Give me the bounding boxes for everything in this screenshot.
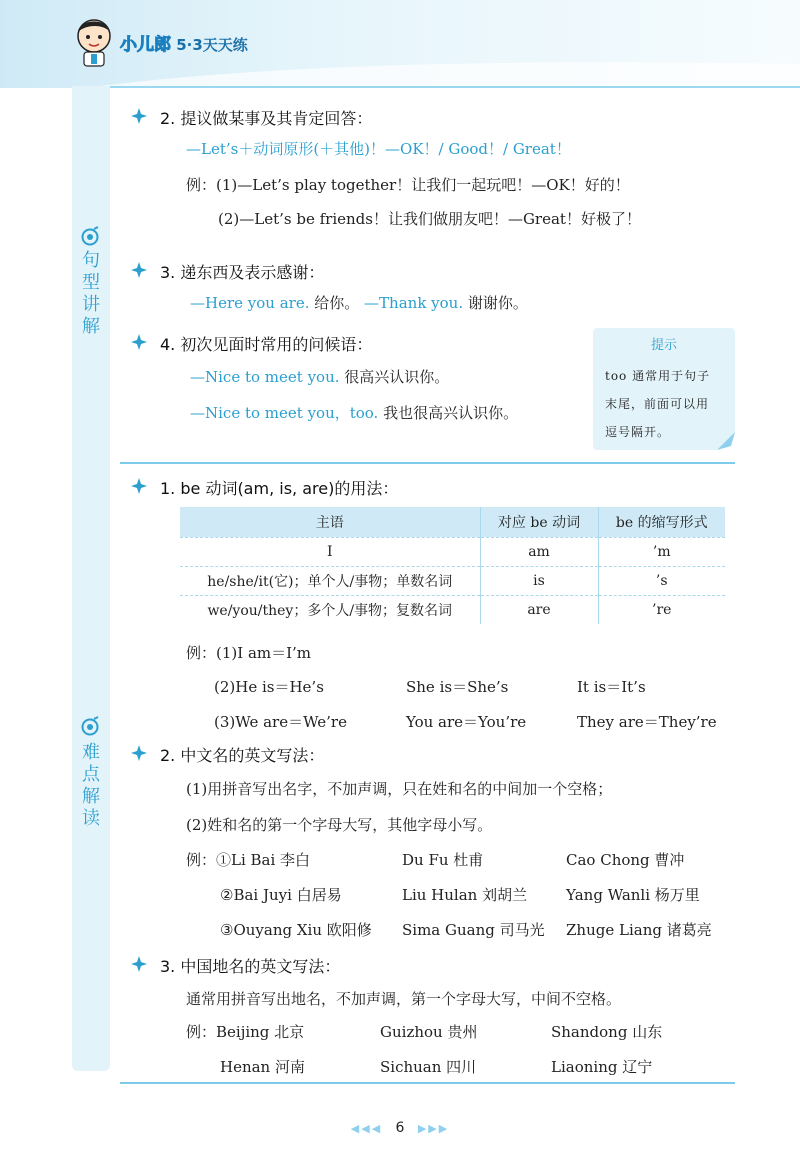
brand-series: 5·3天天练 <box>176 36 248 54</box>
english-phrase: —Thank you. <box>364 294 464 312</box>
star-bullet-icon <box>131 108 147 124</box>
example-line: (2)He is＝He’s <box>214 678 324 696</box>
example-line: Henan 河南 <box>220 1058 305 1076</box>
star-bullet-icon <box>131 745 147 761</box>
chinese-translation: 谢谢你。 <box>467 294 528 312</box>
english-phrase: —Here you are. <box>190 294 310 312</box>
page-number: 6 <box>395 1120 405 1136</box>
example-line: 例：①Li Bai 李白 <box>186 851 311 869</box>
section-divider <box>120 462 735 464</box>
page-footer <box>0 1120 800 1136</box>
tip-box <box>593 328 735 450</box>
table-cell: am <box>480 537 598 566</box>
brand-title <box>120 30 248 55</box>
example-line: They are＝They’re <box>577 713 717 731</box>
sidebar-section-difficulty: 难点解读 <box>82 742 100 829</box>
page-fold-icon <box>717 432 735 450</box>
target-icon <box>80 226 100 246</box>
example-line: Sima Guang 司马光 <box>402 921 545 939</box>
star-bullet-icon <box>131 262 147 278</box>
table-cell: I <box>180 537 480 566</box>
table-cell: are <box>480 595 598 624</box>
example-line: You are＝You’re <box>406 713 527 731</box>
sidebar-section-sentence: 句型讲解 <box>82 250 100 337</box>
chinese-translation: 给你。 <box>314 294 360 312</box>
rule-line: 通常用拼音写出地名，不加声调，第一个字母大写，中间不空格。 <box>186 990 622 1008</box>
be-verb-table <box>180 507 725 624</box>
example-line: Zhuge Liang 诸葛亮 <box>566 921 712 939</box>
header-wave-decoration <box>100 58 800 88</box>
table-header: 对应 be 动词 <box>480 507 598 537</box>
rule-line: (2)姓和名的第一个字母大写，其他字母小写。 <box>186 816 493 834</box>
item-title: 1. be 动词(am, is, are)的用法： <box>160 479 399 498</box>
example-line: Du Fu 杜甫 <box>402 851 484 869</box>
section-divider <box>120 1082 735 1084</box>
example-line: It is＝It’s <box>577 678 646 696</box>
example-line: Guizhou 贵州 <box>380 1023 478 1041</box>
tip-label: 提示 <box>650 338 677 353</box>
star-bullet-icon <box>131 956 147 972</box>
example-line: 例：(1)I am＝I’m <box>186 644 312 662</box>
tip-line: 末尾，前面可以用 <box>605 397 710 411</box>
english-phrase: —Nice to meet you. <box>190 368 340 386</box>
example-line: ②Bai Juyi 白居易 <box>220 886 342 904</box>
table-header: be 的缩写形式 <box>598 507 725 537</box>
chinese-translation: 很高兴认识你。 <box>344 368 450 386</box>
example-line: (3)We are＝We’re <box>214 713 347 731</box>
example-line: She is＝She’s <box>406 678 509 696</box>
example-line: 例：Beijing 北京 <box>186 1023 305 1041</box>
example-line: (2)—Let’s be friends！让我们做朋友吧！—Great！好极了！ <box>218 210 641 228</box>
target-icon <box>80 716 100 736</box>
arrow-right-icon: ▶▶▶ <box>417 1122 450 1135</box>
tip-text <box>605 362 727 446</box>
table-cell: ’s <box>598 566 725 595</box>
table-header-row <box>180 507 725 537</box>
example-line <box>190 292 528 313</box>
star-bullet-icon <box>131 478 147 494</box>
star-bullet-icon <box>131 334 147 350</box>
chinese-translation: 我也很高兴认识你。 <box>383 404 519 422</box>
tip-line: 逗号隔开。 <box>605 425 671 439</box>
item-title: 3. 递东西及表示感谢： <box>160 263 325 282</box>
example-line: Cao Chong 曹冲 <box>566 851 685 869</box>
table-row <box>180 537 725 566</box>
table-row <box>180 595 725 624</box>
example-line: Shandong 山东 <box>551 1023 663 1041</box>
example-line: Liaoning 辽宁 <box>551 1058 653 1076</box>
rule-line: (1)用拼音写出名字，不加声调，只在姓和名的中间加一个空格； <box>186 780 613 798</box>
example-line: ③Ouyang Xiu 欧阳修 <box>220 921 372 939</box>
table-cell: he/she/it(它)；单个人/事物；单数名词 <box>180 566 480 595</box>
example-line <box>190 366 449 387</box>
table-header: 主语 <box>180 507 480 537</box>
table-row <box>180 566 725 595</box>
example-line: Sichuan 四川 <box>380 1058 477 1076</box>
example-line: Yang Wanli 杨万里 <box>566 886 700 904</box>
table-cell: ’m <box>598 537 725 566</box>
table-cell: is <box>480 566 598 595</box>
arrow-left-icon: ◀◀◀ <box>350 1122 383 1135</box>
item-title: 2. 提议做某事及其肯定回答： <box>160 109 373 128</box>
english-phrase: —Nice to meet you，too. <box>190 404 379 422</box>
item-title: 2. 中文名的英文写法： <box>160 746 325 765</box>
item-title: 4. 初次见面时常用的问候语： <box>160 335 373 354</box>
tip-line: too 通常用于句子 <box>605 369 711 383</box>
table-cell: ’re <box>598 595 725 624</box>
brand-name: 小儿郎 <box>120 35 171 55</box>
mascot-icon <box>72 16 116 68</box>
example-line: 例：(1)—Let’s play together！让我们一起玩吧！—OK！好的！ <box>186 176 630 194</box>
sentence-pattern: —Let’s＋动词原形(＋其他)！—OK！/ Good！/ Great！ <box>186 140 571 158</box>
example-line <box>190 402 518 423</box>
table-cell: we/you/they；多个人/事物；复数名词 <box>180 595 480 624</box>
example-line: Liu Hulan 刘胡兰 <box>402 886 528 904</box>
item-title: 3. 中国地名的英文写法： <box>160 957 341 976</box>
